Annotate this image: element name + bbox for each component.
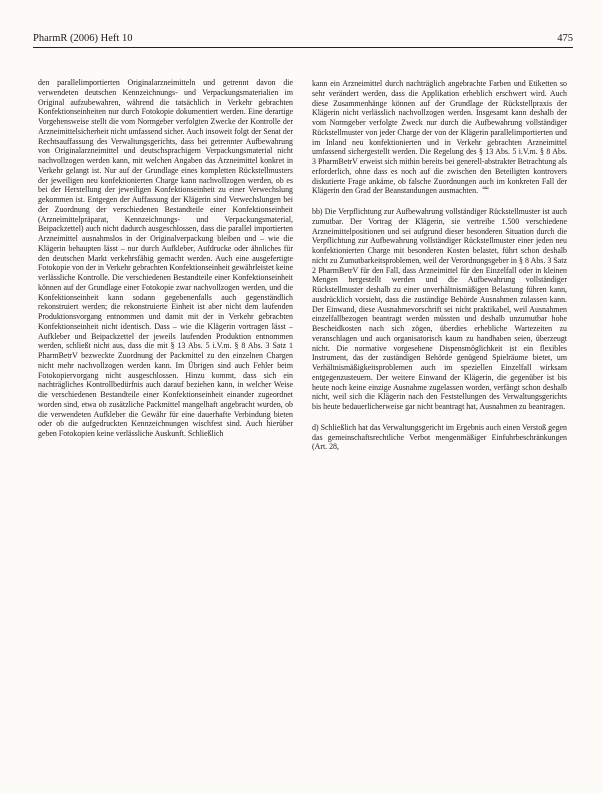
journal-title: PharmR (2006) Heft 10 (33, 33, 133, 44)
right-paragraph-2: bb) Die Verpflichtung zur Aufbewahrung vollständiger Rückstellmuster ist auch zumutbar. Der Vortrag der Klägerin, sie vertreibe 1.500 verschiedene Arzneimittelpositionen und sei aufgrund dieser besonderen Situation durch die Verpflichtung zur Aufbewahrung vollständiger Rückstellmuster einer jeden neu konfektionierten Charge mit besonderen Kosten belastet, führt schon deshalb nicht zu Zumutbarkeitsproblemen, weil der Verordnungsgeber in § 8 Abs. 3 Satz 2 PharmBetrV für den Fall, dass Arzneimittel für den Einzelfall oder in kleinen Mengen hergestellt werden und die Aufbewahrung vollständiger Rückstellmuster deshalb zu einer unverhältnismäßigen Belastung führen kann, ausdrücklich vorsieht, dass die zuständige Behörde Ausnahmen zulassen kann. Der Einwand, diese Ausnahmevorschrift sei nicht praktikabel, weil Ausnahmen einzelfallbezogen beantragt werden müssten und deshalb unzumutbar hohe Bescheidkosten nach sich zögen, überdies erhebliche Wartezeiten zu veranschlagen und auch organisatorisch kaum zu handhaben seien, überzeugt nicht. Die normative vorgesehene Dispensmöglichkeit ist ein flexibles Instrument, das der zuständigen Behörde genügend Spielräume bietet, um Verhältnismäßigkeitsproblemen auch im speziellen Einzelfall wirksam entgegenzusteuern. Der weitere Einwand der Klägerin, die gegenüber ist bis heute noch keine einzige Ausnahme zugelassen worden, verfängt schon deshalb nicht, weil sich die Klägerin nach den Feststellungen des Verwaltungsgerichts bis heute bedauerlicherweise gar nicht beantragt hat, Ausnahmen zu beantragen. (312, 207, 567, 411)
header-rule (33, 47, 573, 48)
page-number: 475 (557, 33, 573, 44)
right-paragraph-1 (312, 79, 567, 196)
right-paragraph-1-text: kann ein Arzneimittel durch nachträglich angebrachte Farben und Etiketten so sehr verändert werden, dass die Applikation erheblich erschwert wird. Auch diese Zusammenhänge können auf der Grundlage der Rückstellpraxis der Klägerin nicht verlässlich nachvollzogen werden. Insgesamt kann deshalb der vom Normgeber verfolgte Zweck nur durch die Aufbewahrung vollständiger Rückstellmuster von jeder Charge der von der Klägerin parallelimportierten und im Inland neu konfektionierten und in Verkehr gebrachten Arzneimittel umfassend sichergestellt werden. Die Regelung des § 13 Abs. 5 i.V.m. § 8 Abs. 3 PharmBetrV erweist sich mithin bereits bei generell-abstrakter Betrachtung als erforderlich, ohne dass es noch auf die zwischen den Beteiligten kontrovers diskutierte Frage ankäme, ob falsche Zuordnungen auch im konkreten Fall der Klägerin den Grad der Beanstandungen ausmachten. (312, 79, 567, 196)
left-column (38, 78, 293, 778)
left-paragraph: den parallelimportierten Originalarzneimitteln und getrennt davon die verwendeten deutschen Kennzeichnungs- und Verpackungsmaterialien im Original aufzubewahren, während die tatsächlich in Verkehr gebrachten Konfektionseinheiten nur durch Fotokopie dokumentiert werden. Eine derartige Vorgehensweise stellt die vom Normgeber verfolgten Zwecke der Kontrolle der Arzneimittelsicherheit nicht umfassend sicher. Auch insoweit folgt der Senat der Rechtsauffassung des Verwaltungsgerichts, dass bei getrennter Aufbewahrung von Originalarzneimittel und deutschsprachigem Verpackungsmaterial nicht nachvollzogen werden kann, mit welchen Angaben das Arzneimittel konkret in Verkehr gelangt ist. Nur auf der Grundlage eines kompletten Rückstellmusters der jeweiligen neu konfektionierten Charge kann nachvollzogen werden, ob es bei der Herstellung der jeweiligen Konfektionseinheit zu einer Verwechslung gekommen ist. Entgegen der Auffassung der Klägerin sind Verwechslungen bei der Zuordnung der verschiedenen Bestandteile einer Konfektionseinheit (Arzneimittelpräparat, Kennzeichnungs- und Verpackungsmaterial, Beipackzettel) auch nicht dadurch ausgeschlossen, dass die parallel importierten Arzneimittel ausnahmslos in der Originalverpackung bleiben und – wie die Klägerin behaupten lässt – nur durch Aufkleber, Aufdrucke oder ähnliches für den deutschen Markt verkehrsfähig gemacht werden. Auch eine ausgefertigte Fotokopie von der in Verkehr gebrachten Konfektionseinheit gewährleistet keine verlässliche Kontrolle. Die verschiedenen Bestandteile einer Konfektionseinheit können auf der Grundlage einer Fotokopie zwar nachvollzogen werden, und die Konfektionseinheit kann sodann gegebenenfalls auch gegenständlich rekonstruiert werden; die rekonstruierte Einheit ist aber nicht dem laufenden Produktionsvorgang entnommen und damit mit der in Verkehr gebrachten Konfektionseinheit nicht identisch. Dass – wie die Klägerin vortragen lässt – Aufkleber und Beipackzettel der jeweils laufenden Produktion entnommen werden, schließt nicht aus, dass die mit § 13 Abs. 5 i.V.m. § 8 Abs. 3 Satz 1 PharmBetrV bezweckte Zuordnung der Packmittel zu den einzelnen Chargen nicht mehr nachvollzogen werden kann. Im Übrigen sind auch Fehler beim Fotokopiervorgang nicht ausgeschlossen. Hinzu kommt, dass sich ein nachträgliches Kontrollbedürfnis auch darauf beziehen kann, in welcher Weise die verschiedenen Bestandteile einer Konfektionseinheit einander zugeordnet worden sind, etwa ob zusätzliche Packmittel mangelhaft angebracht wurden, ob die verwendeten Aufkleber die Gewähr für eine dauerhafte Verbindung bieten oder ob die aufgedruckten Kennzeichnungen wischfest sind. Auch hierüber geben Fotokopien keine verlässliche Auskunft. Schließlich (38, 78, 293, 438)
handwritten-marks: ““ (482, 185, 489, 196)
right-paragraph-3: d) Schließlich hat das Verwaltungsgericht im Ergebnis auch einen Verstoß gegen das gemeinschaftsrechtliche Verbot mengenmäßiger Einfuhrbeschränkungen (Art. 28, (312, 422, 567, 452)
page-header (33, 26, 573, 44)
right-column (312, 79, 567, 779)
